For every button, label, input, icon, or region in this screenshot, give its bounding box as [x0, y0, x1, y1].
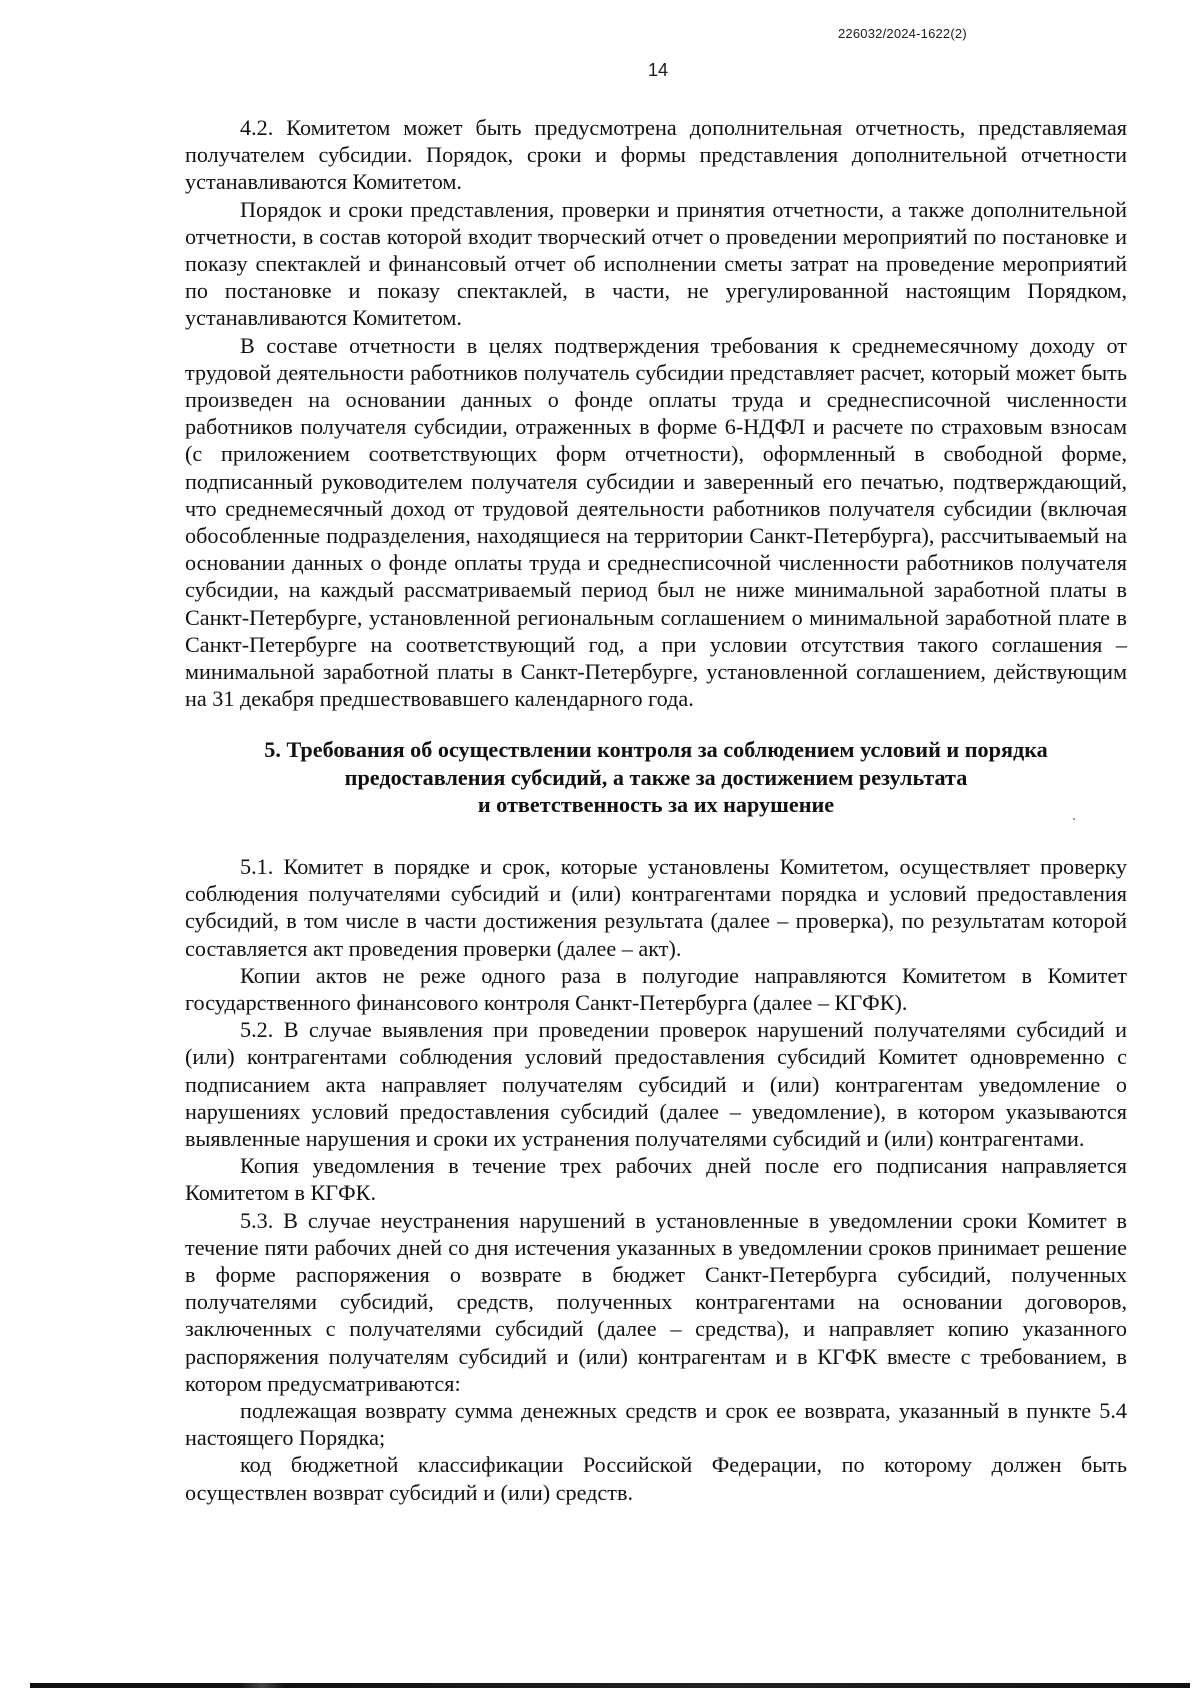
- scan-bottom-edge: [30, 1683, 1190, 1688]
- section-heading-line: и ответственность за их нарушение: [477, 792, 835, 818]
- paragraph-refund-amount: подлежащая возврату сумма денежных средств и срок ее возврата, указанный в пункте 5.4 настоящего Порядка;: [185, 1398, 1127, 1451]
- section-heading-line: 5. Требования об осуществлении контроля за соблюдением условий и порядка: [264, 737, 1048, 763]
- page-number: 14: [647, 60, 669, 80]
- paragraph-income-calculation: В составе отчетности в целях подтверждения требования к среднемесячному доходу от трудовой деятельности работников получатель субсидии представляет расчет, который может быть произведен на основании данных о фонде оплаты труда и среднесписочной численности работников получателя субсидии, отраженных в форме 6-НДФЛ и расчете по страховым взносам (с приложением соответствующих форм отчетности), оформленный в свободной форме, подписанный руководителем получателя субсидии и заверенный его печатью, подтверждающий, что среднемесячный доход от трудовой деятельности работников получателя субсидии (включая обособленные подразделения, находящиеся на территории Санкт-Петербурга), рассчитываемый на основании данных о фонде оплаты труда и среднесписочной численности работников получателя субсидии, на каждый рассматриваемый период был не ниже минимальной заработной платы в Санкт-Петербурге, установленной региональным соглашением о минимальной заработной плате в Санкт-Петербурге на соответствующий год, а при условии отсутствия такого соглашения – минимальной заработной платы в Санкт-Петербурге, установленной соглашением, действующим на 31 декабря предшествовавшего календарного года.: [185, 332, 1127, 712]
- section-heading-line: предоставления субсидий, а также за достижением результата: [344, 764, 968, 790]
- scan-speck: [1073, 818, 1075, 820]
- paragraph-4-2: 4.2. Комитетом может быть предусмотрена дополнительная отчетность, представляемая получателем субсидии. Порядок, сроки и формы представления дополнительной отчетности устанавливаются Комитетом.: [185, 115, 1127, 195]
- section-5-heading: [185, 736, 1127, 819]
- paragraph-5-3: 5.3. В случае неустранения нарушений в установленные в уведомлении сроки Комитет в течение пяти рабочих дней со дня истечения указанных в уведомлении сроков принимает решение в форме распоряжения о возврате в бюджет Санкт-Петербурга субсидий, полученных получателями субсидий, средств, полученных контрагентами на основании договоров, заключенных с получателями субсидий (далее – средства), и направляет копию указанного распоряжения получателям субсидий и (или) контрагентам и в КГФК вместе с требованием, в котором предусматриваются:: [185, 1207, 1127, 1396]
- paragraph-act-copies: Копии актов не реже одного раза в полугодие направляются Комитетом в Комитет государственного финансового контроля Санкт-Петербурга (далее – КГФК).: [185, 962, 1127, 1015]
- paragraph-5-2: 5.2. В случае выявления при проведении проверок нарушений получателями субсидий и (или) контрагентами соблюдения условий предоставления субсидий Комитет одновременно с подписанием акта направляет получателям субсидий и (или) контрагентам уведомление о нарушениях условий предоставления субсидий (далее – уведомление), в котором указываются выявленные нарушения и сроки их устранения получателями субсидий и (или) контрагентами.: [185, 1017, 1127, 1151]
- document-number: 226032/2024-1622(2): [838, 26, 967, 41]
- document-body: [185, 114, 1127, 1506]
- paragraph-5-1: 5.1. Комитет в порядке и срок, которые установлены Комитетом, осуществляет проверку соблюдения получателями субсидий и (или) контрагентами порядка и условий предоставления субсидий, в том числе в части достижения результата (далее – проверка), по результатам которой составляется акт проведения проверки (далее – акт).: [185, 853, 1127, 961]
- paragraph-budget-code: код бюджетной классификации Российской Федерации, по которому должен быть осуществлен возврат субсидий и (или) средств.: [185, 1452, 1127, 1505]
- paragraph-reporting-procedure: Порядок и сроки представления, проверки и принятия отчетности, а также дополнительной отчетности, в состав которой входит творческий отчет о проведении мероприятий по постановке и показу спектаклей и финансовый отчет об исполнении сметы затрат на проведение мероприятий по постановке и показу спектаклей, в части, не урегулированной настоящим Порядком, устанавливаются Комитетом.: [185, 196, 1127, 331]
- paragraph-notice-copy: Копия уведомления в течение трех рабочих дней после его подписания направляется Комитетом в КГФК.: [185, 1153, 1127, 1206]
